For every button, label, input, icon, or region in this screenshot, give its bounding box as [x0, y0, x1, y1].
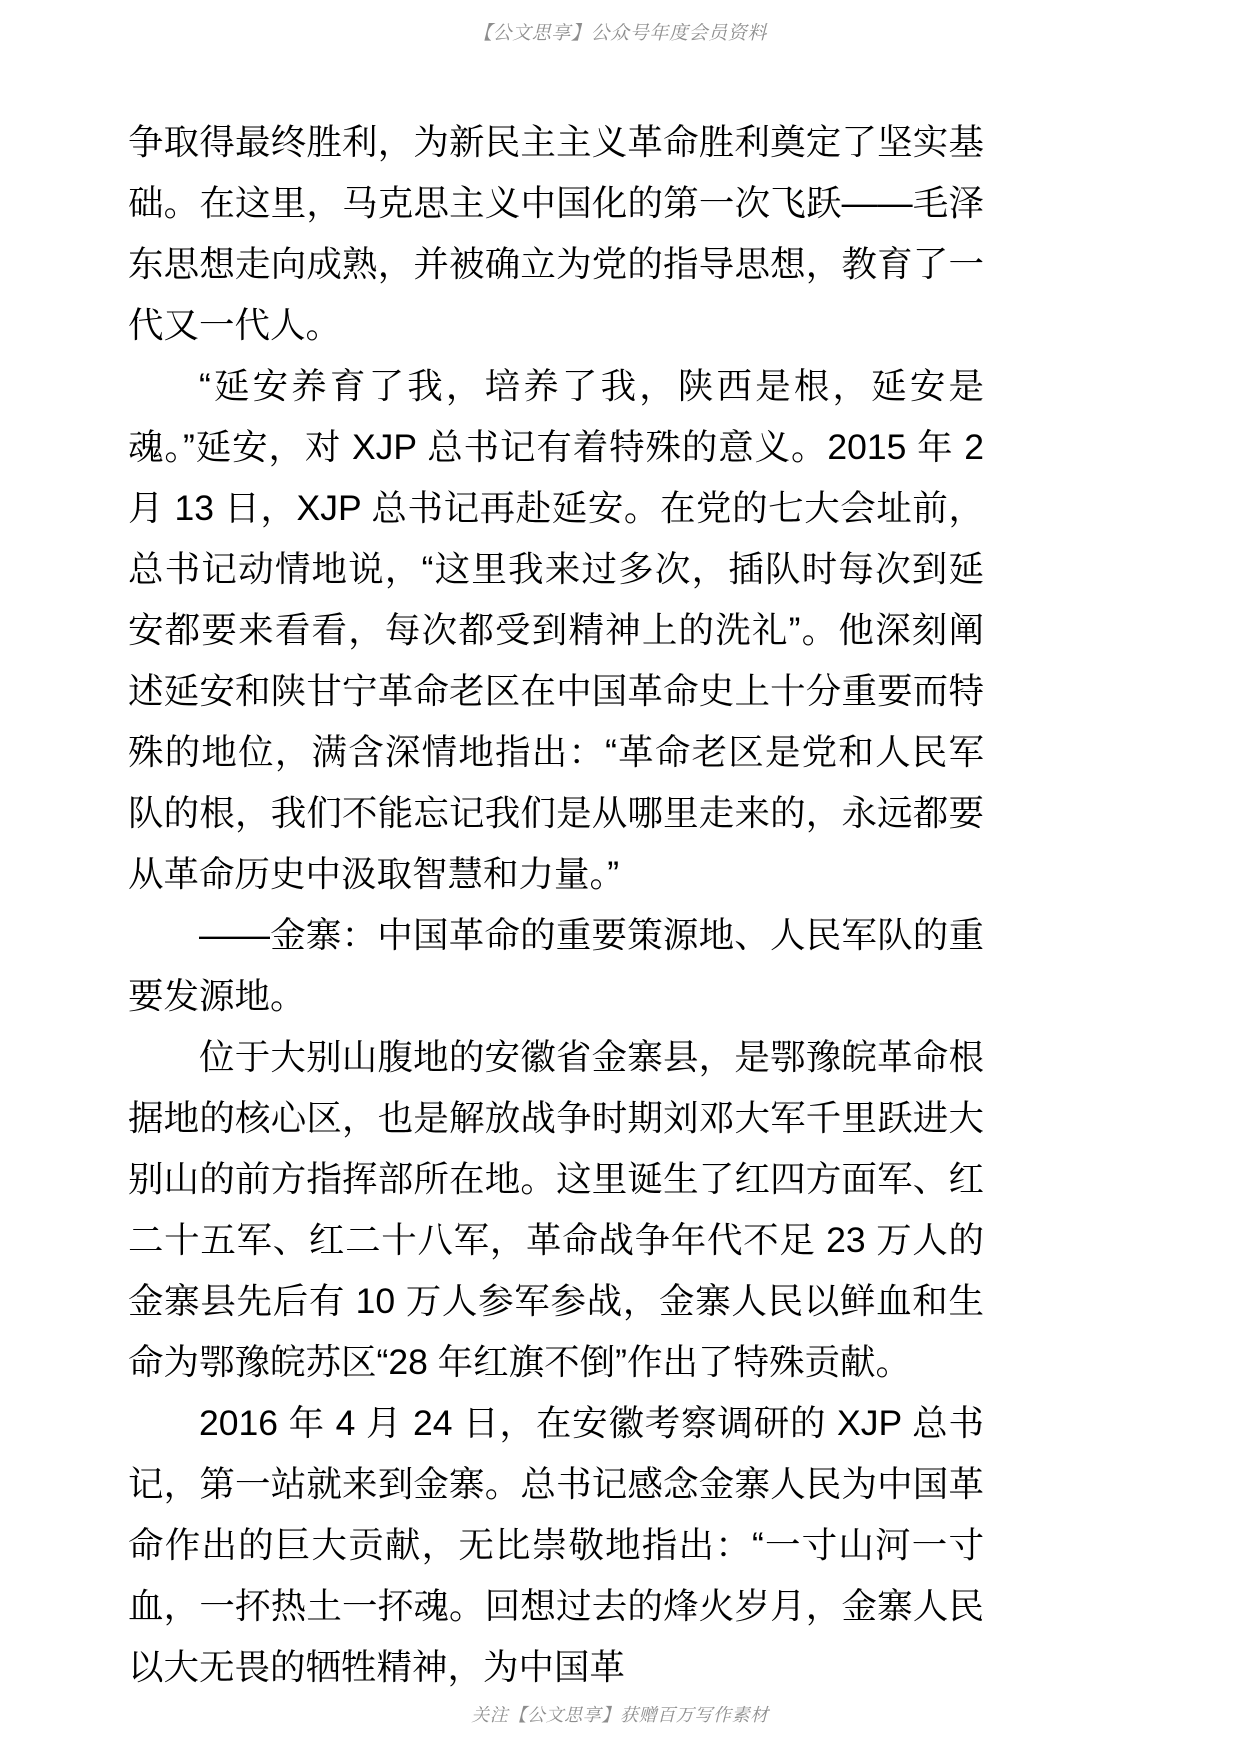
footer-promo-text: 关注【公文思享】获赠百万写作素材 — [471, 1705, 769, 1726]
page-footer — [0, 1674, 1240, 1754]
document-body — [128, 112, 984, 1698]
paragraph-jinzhai-intro: 位于大别山腹地的安徽省金寨县，是鄂豫皖革命根据地的核心区，也是解放战争时期刘邓大军千里跃进大别山的前方指挥部所在地。这里诞生了红四方面军、红二十五军、红二十八军，革命战争年代不足 23 万人的金寨县先后有 10 万人参军参战，金寨人民以鲜血和生命为鄂豫皖苏区“28 年红旗不倒”作出了特殊贡献。 — [128, 1037, 984, 1382]
page-header — [0, 0, 1240, 62]
paragraph-yanan-quote: “延安养育了我，培养了我，陕西是根，延安是魂。”延安，对 XJP 总书记有着特殊的意义。2015 年 2 月 13 日，XJP 总书记再赴延安。在党的七大会址前，总书记动情地说，“这里我来过多次，插队时每次到延安都要来看看，每次都受到精神上的洗礼”。他深刻阐述延安和陕甘宁革命老区在中国革命史上十分重要而特殊的地位，满含深情地指出：“革命老区是党和人民军队的根，我们不能忘记我们是从哪里走来的，永远都要从革命历史中汲取智慧和力量。” — [128, 366, 984, 894]
paragraph-jinzhai-visit: 2016 年 4 月 24 日，在安徽考察调研的 XJP 总书记，第一站就来到金寨。总书记感念金寨人民为中国革命作出的巨大贡献，无比崇敬地指出：“一寸山河一寸血，一抔热土一抔魂。回想过去的烽火岁月，金寨人民以大无畏的牺牲精神，为中国革 — [128, 1403, 984, 1687]
paragraph-yanan-foundation: 争取得最终胜利，为新民主主义革命胜利奠定了坚实基础。在这里，马克思主义中国化的第一次飞跃——毛泽东思想走向成熟，并被确立为党的指导思想，教育了一代又一代人。 — [128, 122, 984, 345]
header-watermark-text: 【公文思享】公众号年度会员资料 — [472, 21, 767, 44]
paragraph-jinzhai-heading: ——金寨：中国革命的重要策源地、人民军队的重要发源地。 — [128, 915, 984, 1016]
